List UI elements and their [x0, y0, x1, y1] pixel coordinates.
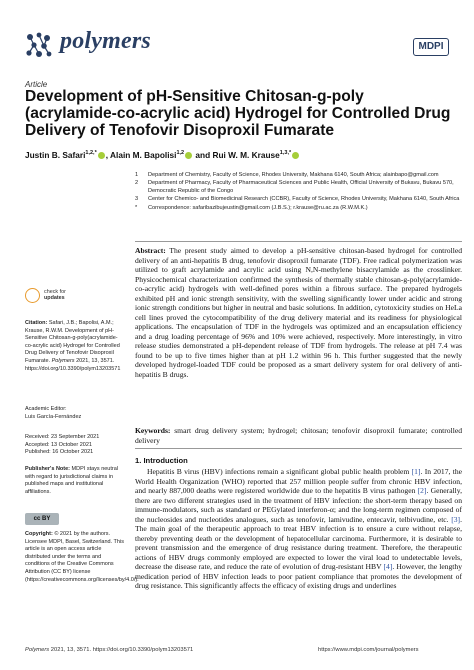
intro-text: . In 2017, the World Health Organization (WHO) reported that 257 million people suffer from chronic HBV infection, and nearly 887,000 deaths were registered worldwide due to the hepatitis B virus pathogen	[135, 467, 463, 495]
affiliation-row	[135, 172, 460, 179]
section-heading: 1. Introduction	[135, 456, 188, 465]
check-updates-line: updates	[44, 295, 65, 301]
keywords	[135, 426, 462, 445]
affiliation-text: Department of Chemistry, Faculty of Science, Rhodes University, Makhana 6140, South Africa; alainbapo@gmail.com	[148, 172, 439, 178]
author-name: Justin B. Safari	[25, 150, 86, 160]
citation-label: Citation:	[25, 320, 48, 326]
affiliation-row	[135, 205, 460, 212]
author-sep: ,	[105, 150, 109, 160]
citation-block	[25, 320, 125, 373]
article-type: Article	[25, 80, 48, 89]
abstract-top-rule	[135, 241, 462, 242]
affiliation-number: 3	[135, 196, 139, 203]
editor-name: Luis García-Fernández	[25, 413, 82, 420]
author-sup: 1,3,*	[279, 150, 292, 157]
introduction-paragraph	[135, 467, 462, 591]
correspondence-text: Correspondence: safaribazibujeustin@gmail.com (J.B.S.); r.krause@ru.ac.za (R.W.M.K.)	[148, 204, 368, 211]
copyright-label: Copyright:	[25, 531, 53, 537]
check-for-updates-button[interactable]	[25, 286, 125, 306]
author-sep: and	[195, 150, 211, 160]
abstract-text: The present study aimed to develop a pH-sensitive chitosan-based hydrogel for controlled delivery of an anti-hepatitis B drug, tenofovir disoproxil fumarate (TDF). Free radical polymerization was utilized to graft acrylamide and acrylic acid using N,N-methylene bisacrylamide as the crosslinker. Physicochemical characterization confirmed the synthesis of thermally stable chitosan-g-poly(acrylamide-co-acrylic acid) hydrogels with well-defined pores within a fibrous surface. The prepared hydrogels exhibited pH and ionic strength sensitivity, with the swelling significantly lower under acidic and strong ionic strength conditions but higher in neutral and basic solutions. In addition, cytotoxicity studies on HeLa cell lines proved the cytocompatibility of the drug delivery material and its readiness for physiological applications. The encapsulation of TDF in the hydrogels was optimized and an encapsulation efficiency and a drug loading percentage of 96% and 10% were achieved, respectively. More interestingly, in vitro release studies demonstrated a pH-dependent release of TDF from hydrogels. The release at pH 7.4 was found to be up to five times higher than at pH 1.2 within 96 h. This further suggested that the newly developed hydrogel-loaded TDF could be proposed as a smart delivery system for oral delivery of anti-hepatitis B drugs.	[135, 246, 462, 379]
footer-citation	[25, 647, 193, 653]
citation-doi[interactable]: 2021, 13, 3571. https://doi.org/10.3390/polym13203571	[25, 357, 121, 372]
dates	[25, 434, 125, 457]
author-list	[25, 150, 455, 160]
published-date: Published: 16 October 2021	[25, 449, 94, 456]
intro-text: . Generally, there are two different strategies used in the treatment of HBV infection: the short-term therapy based on immune-modulators, such as standard or PEGylated interferon-α; and the long-term regimen composed of the nucleosides and nucleotides analogues, such as tenofovir, lamivudine, entecavir, telbivudine, etc.	[135, 486, 462, 524]
author-name: Rui W. M. Krause	[212, 150, 280, 160]
mdpi-logo: MDPI	[413, 38, 449, 56]
journal-name: polymers	[60, 28, 151, 54]
reference-link[interactable]: [2]	[417, 486, 427, 495]
abstract	[135, 246, 462, 379]
citation-journal: Polymers	[51, 357, 75, 364]
reference-link[interactable]: [1]	[411, 467, 421, 476]
polymers-logo-icon	[25, 31, 53, 59]
check-updates-line: check for	[44, 289, 66, 295]
footer-journal: Polymers	[25, 647, 50, 653]
footer-journal-url[interactable]: https://www.mdpi.com/journal/polymers	[318, 647, 419, 653]
publisher-note	[25, 466, 125, 496]
publisher-note-label: Publisher's Note:	[25, 466, 71, 472]
cc-by-license-badge[interactable]: cc BY	[25, 513, 59, 525]
received-date: Received: 23 September 2021	[25, 434, 100, 440]
keywords-text: smart drug delivery system; hydrogel; chitosan; tenofovir disoproxil fumarate; controlled delivery	[135, 426, 462, 445]
publisher-note-text: MDPI stays neutral with regard to jurisdictional claims in published maps and institutional affiliations.	[25, 466, 119, 495]
orcid-icon[interactable]	[292, 152, 299, 159]
reference-link[interactable]: [3]	[451, 514, 461, 524]
intro-text: . The main goal of the therapeutic approach to treat HBV infection is to ensure a cure without relapse, thereby preventing death or the development of hepatocellular carcinoma. Furthermore, it is desirable to prevent transmission and the emergence of drug resistance during treatment. Therefore, the therapeutic actions of HBV drugs commonly employed are expected to lower the viral load to undetectable levels, decrease the disease rate, and reduce the rate of evolution of drug-resistant HBV	[135, 514, 462, 571]
affiliation-number: 2	[135, 180, 139, 187]
editor-label: Academic Editor:	[25, 406, 67, 412]
intro-text: . However, the lengthy medication period of HBV infection leads to poor patient compliance that promotes the development of drug resistance. This significantly affects the efficacy of existing drugs and underlines	[135, 562, 462, 590]
affiliation-text: Center for Chemico- and Biomedicinal Research (CCBR), Faculty of Science, Rhodes University, Makhana 6140, South Africa	[148, 196, 460, 203]
footer-doi[interactable]: 2021, 13, 3571. https://doi.org/10.3390/polym13203571	[50, 647, 194, 653]
author-sup: 1,2	[176, 150, 185, 157]
academic-editor	[25, 406, 125, 421]
keywords-label: Keywords:	[135, 426, 171, 435]
reference-link[interactable]: [4]	[383, 562, 393, 571]
accepted-date: Accepted: 13 October 2021	[25, 441, 92, 448]
check-updates-label	[44, 289, 66, 301]
copyright-text: © 2021 by the authors. Licensee MDPI, Basel, Switzerland. This article is an open access article distributed under the terms and conditions of the Creative Commons Attribution (CC BY) license (https://creativecommons.org/licenses/by/4.0/).	[25, 531, 139, 583]
orcid-icon[interactable]	[185, 152, 192, 159]
copyright	[25, 531, 139, 584]
affiliation-number: *	[135, 204, 138, 211]
intro-text: Hepatitis B virus (HBV) infections remain a significant global public health problem	[147, 467, 410, 476]
paper-title: Development of pH-Sensitive Chitosan-g-poly (acrylamide-co-acrylic acid) Hydrogel for Controlled Drug Delivery of Tenofovir Disoproxil Fumarate	[25, 88, 451, 139]
affiliation-row	[135, 196, 460, 203]
author-name: Alain M. Bapolisi	[110, 150, 177, 160]
orcid-icon[interactable]	[98, 152, 105, 159]
abstract-label: Abstract:	[135, 246, 166, 255]
affiliations	[135, 172, 460, 213]
abstract-bottom-rule	[135, 448, 462, 449]
affiliation-number: 1	[135, 172, 139, 178]
affiliation-text: Department of Pharmacy, Faculty of Pharmaceutical Sciences and Public Health, Official University of Bukavu, Bukavu 570, Democratic Republic of the Congo	[148, 180, 454, 194]
affiliation-row	[135, 180, 460, 195]
author-sup: 1,2,*	[85, 150, 97, 157]
citation-text: Safari, J.B.; Bapolisi, A.M.; Krause, R.W.M. Development of pH-Sensitive Chitosan-g-poly(acrylamide-co-acrylic acid) Hydrogel for Controlled Drug Delivery of Tenofovir Disoproxil Fumarate.	[25, 320, 120, 364]
check-updates-icon	[25, 288, 40, 303]
